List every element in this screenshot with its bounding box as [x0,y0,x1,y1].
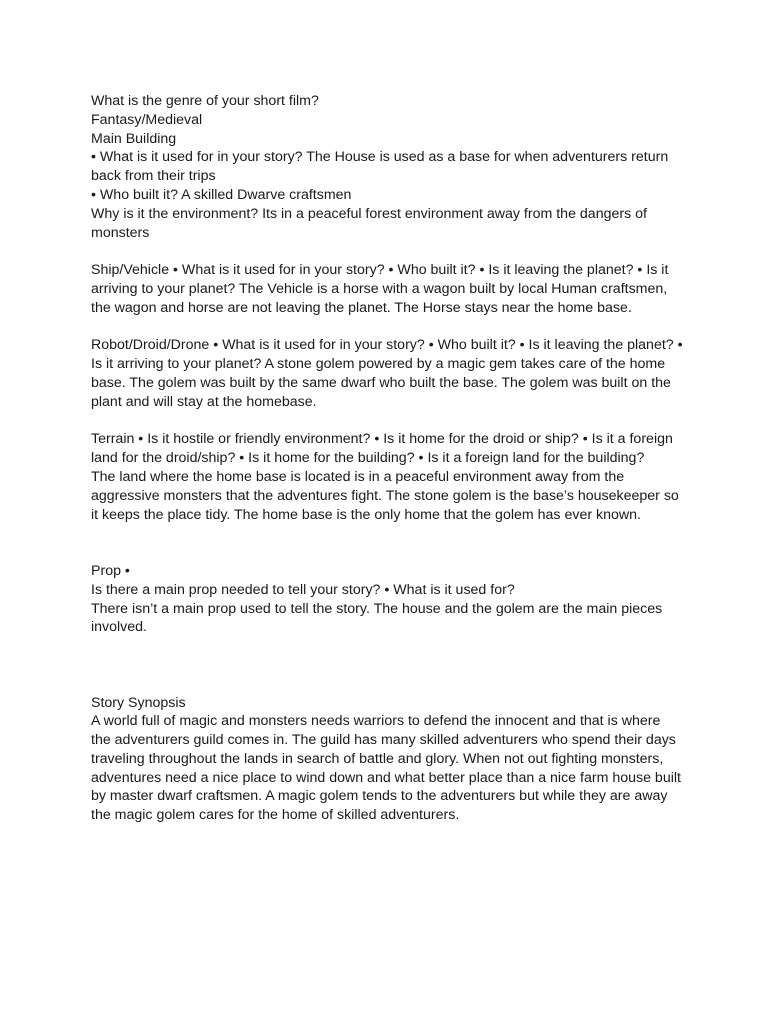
genre-answer: Fantasy/Medieval [91,111,203,128]
genre-question: What is the genre of your short film? [91,93,319,109]
document-body [91,92,683,825]
spacer [91,524,683,562]
ship-vehicle-paragraph: Ship/Vehicle • What is it used for in your story? • Who built it? • Is it leaving the planet? • Is it arriving to your planet? The Vehicle is a horse with a wagon built by local Human craftsmen, the wagon and horse are not leaving the planet. The Horse stays near the home base. [91,262,669,316]
robot-paragraph: Robot/Droid/Drone • What is it used for in your story? • Who built it? • Is it leaving the planet? • Is it arriving to your planet? A stone golem powered by a magic gem takes care of the home base. The golem was built by the same dwarf who built the base. The golem was built on the plant and will stay at the homebase. [91,337,683,410]
terrain-questions: Terrain • Is it hostile or friendly environment? • Is it home for the droid or ship? • Is it a foreign land for the droid/ship? • Is it home for the building? • Is it a foreign land for the building? [91,431,673,467]
prop-questions: Is there a main prop needed to tell your story? • What is it used for? [91,581,515,598]
synopsis-text: A world full of magic and monsters needs warriors to defend the innocent and that is where the adventurers guild comes in. The guild has many skilled adventurers who spend their days traveling throughout the lands in search of battle and glory. When not out fighting monsters, adventures need a nice place to wind down and what better place than a nice farm house built by master dwarf craftsmen. A magic golem tends to the adventurers but while they are away the magic golem cares for the home of skilled adventurers. [91,713,681,824]
spacer [91,412,683,431]
prop-heading: Prop • [91,562,130,579]
spacer [91,242,683,261]
terrain-answer: The land where the home base is located is in a peaceful environment away from the aggressive monsters that the adventures fight. The stone golem is the base’s housekeeper so it keeps the place tidy. The home base is the only home that the golem has ever known. [91,468,679,523]
spacer [91,318,683,337]
main-building-heading: Main Building [91,130,177,147]
main-building-environment: Why is it the environment? Its in a peaceful forest environment away from the dangers of monsters [91,205,647,241]
spacer [91,637,683,693]
synopsis-heading: Story Synopsis [91,694,186,711]
main-building-who-built: • Who built it? A skilled Dwarve craftsmen [91,186,352,203]
main-building-used-for: • What is it used for in your story? The House is used as a base for when adventurers return back from their trips [91,149,669,185]
prop-answer: There isn’t a main prop used to tell the story. The house and the golem are the main pieces involved. [91,600,663,636]
